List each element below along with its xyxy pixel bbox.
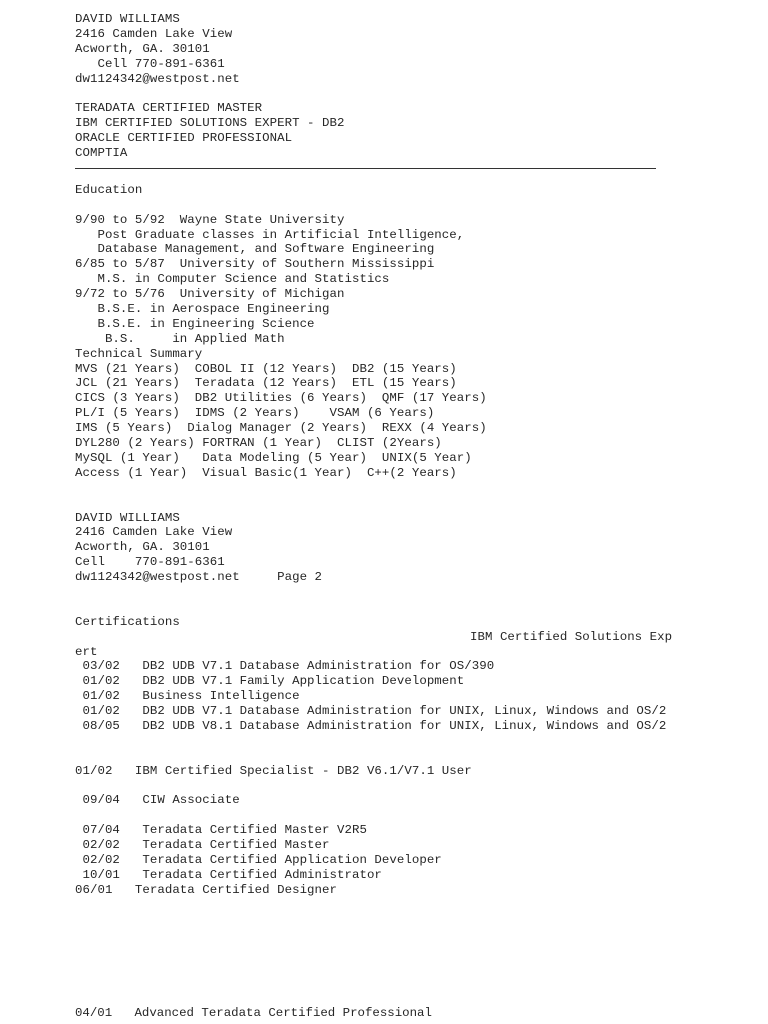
cell-phone: Cell 770-891-6361 xyxy=(75,56,225,71)
education-line: Post Graduate classes in Artificial Intelligence, xyxy=(75,227,465,242)
cert-summary-line: ORACLE CERTIFIED PROFESSIONAL xyxy=(75,131,293,146)
skill-line: IMS (5 Years) Dialog Manager (2 Years) REXX (4 Years) xyxy=(75,421,487,436)
education-line: Database Management, and Software Engineering xyxy=(75,242,435,257)
cell-phone: Cell 770-891-6361 xyxy=(75,555,225,570)
ibm-cert-item: 01/02 DB2 UDB V7.1 Family Application Development xyxy=(75,674,465,689)
street-address: 2416 Camden Lake View xyxy=(75,525,233,540)
candidate-name: DAVID WILLIAMS xyxy=(75,510,180,525)
resume-document xyxy=(75,12,755,898)
ibm-specialist-cert: 01/02 IBM Certified Specialist - DB2 V6.1/V7.1 User xyxy=(75,763,472,778)
certifications-heading: Certifications xyxy=(75,614,180,629)
education-line: M.S. in Computer Science and Statistics xyxy=(75,272,390,287)
technical-heading: Technical Summary xyxy=(75,346,203,361)
ciw-cert: 09/04 CIW Associate xyxy=(75,793,240,808)
street-address: 2416 Camden Lake View xyxy=(75,26,233,41)
city-state-zip: Acworth, GA. 30101 xyxy=(75,41,210,56)
education-line: 9/90 to 5/92 Wayne State University xyxy=(75,212,345,227)
skill-line: MySQL (1 Year) Data Modeling (5 Year) UNIX(5 Year) xyxy=(75,450,472,465)
ibm-cert-item: 01/02 Business Intelligence xyxy=(75,689,300,704)
ibm-cert-title-wrap: ert xyxy=(75,644,98,659)
education-line: 6/85 to 5/87 University of Southern Mississippi xyxy=(75,257,435,272)
contact-block xyxy=(75,12,755,86)
teradata-cert-item: 02/02 Teradata Certified Application Developer xyxy=(75,852,442,867)
skill-line: MVS (21 Years) COBOL II (12 Years) DB2 (15 Years) xyxy=(75,361,457,376)
education-line: B.S.E. in Engineering Science xyxy=(75,316,315,331)
teradata-cert-item: 02/02 Teradata Certified Master xyxy=(75,838,330,853)
skill-line: DYL280 (2 Years) FORTRAN (1 Year) CLIST (2Years) xyxy=(75,436,442,451)
page2-contact-block xyxy=(75,511,755,585)
ibm-cert-item: 03/02 DB2 UDB V7.1 Database Administration for OS/390 xyxy=(75,659,495,674)
email-and-page-number: dw1124342@westpost.net Page 2 xyxy=(75,570,323,585)
ibm-cert-item: 01/02 DB2 UDB V7.1 Database Administration for UNIX, Linux, Windows and OS/2 xyxy=(75,704,667,719)
skill-line: JCL (21 Years) Teradata (12 Years) ETL (15 Years) xyxy=(75,376,457,391)
skill-line: PL/I (5 Years) IDMS (2 Years) VSAM (6 Years) xyxy=(75,406,435,421)
certifications-section xyxy=(75,615,755,898)
education-line: 9/72 to 5/76 University of Michigan xyxy=(75,287,345,302)
technical-summary-section xyxy=(75,347,755,481)
education-section xyxy=(75,183,755,347)
cert-summary-line: TERADATA CERTIFIED MASTER xyxy=(75,101,263,116)
certification-summary xyxy=(75,101,755,161)
skill-line: Access (1 Year) Visual Basic(1 Year) C++(2 Years) xyxy=(75,465,457,480)
advanced-teradata-cert: 04/01 Advanced Teradata Certified Professional xyxy=(75,1006,432,1020)
education-line: B.S.E. in Aerospace Engineering xyxy=(75,302,330,317)
horizontal-divider xyxy=(75,168,656,169)
skill-line: CICS (3 Years) DB2 Utilities (6 Years) QMF (17 Years) xyxy=(75,391,487,406)
teradata-cert-item: 06/01 Teradata Certified Designer xyxy=(75,882,337,897)
education-line: B.S. in Applied Math xyxy=(75,331,285,346)
email-address: dw1124342@westpost.net xyxy=(75,71,240,86)
cert-summary-line: IBM CERTIFIED SOLUTIONS EXPERT - DB2 xyxy=(75,116,345,131)
education-heading: Education xyxy=(75,182,143,197)
teradata-cert-item: 10/01 Teradata Certified Administrator xyxy=(75,867,382,882)
ibm-cert-title: IBM Certified Solutions Exp xyxy=(470,629,673,644)
candidate-name: DAVID WILLIAMS xyxy=(75,12,180,26)
city-state-zip: Acworth, GA. 30101 xyxy=(75,540,210,555)
cert-summary-line: COMPTIA xyxy=(75,146,128,161)
ibm-cert-item: 08/05 DB2 UDB V8.1 Database Administration for UNIX, Linux, Windows and OS/2 xyxy=(75,718,667,733)
teradata-cert-item: 07/04 Teradata Certified Master V2R5 xyxy=(75,823,367,838)
